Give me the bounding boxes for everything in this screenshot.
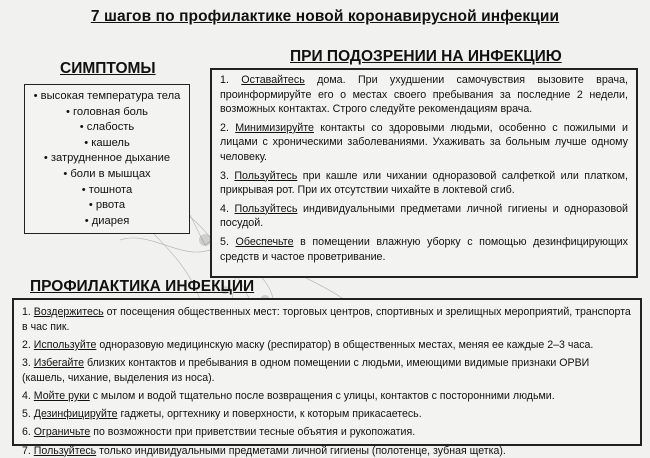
symptoms-box bbox=[24, 84, 190, 234]
item-text: при кашле или чихании одноразовой салфеткой или платком, прикрывая рот. При их отсутствии чихайте в локтевой сгиб. bbox=[220, 169, 628, 197]
prevention-item bbox=[22, 356, 632, 385]
item-verb: Дезинфицируйте bbox=[33, 408, 118, 421]
item-number: 5. bbox=[220, 235, 229, 248]
suspicion-box bbox=[210, 68, 638, 278]
item-verb: Используйте bbox=[33, 338, 97, 351]
symptom-item: • головная боль bbox=[66, 105, 148, 118]
symptoms-heading: СИМПТОМЫ bbox=[60, 60, 156, 77]
prevention-heading: ПРОФИЛАКТИКА ИНФЕКЦИИ bbox=[30, 278, 255, 295]
item-verb: Пользуйтесь bbox=[234, 202, 298, 215]
item-text: контакты со здоровыми людьми, особенно с пожилыми и лицами с хроническими заболеваниями. Ухаживать за больным лучше одному человеку. bbox=[220, 121, 628, 163]
item-number: 6. bbox=[22, 426, 31, 439]
item-verb: Пользуйтесь bbox=[234, 169, 298, 182]
item-verb: Мойте руки bbox=[33, 390, 90, 403]
item-text: только индивидуальными предметами личной гигиены (полотенце, зубная щетка). bbox=[96, 444, 506, 457]
symptom-item: • кашель bbox=[84, 136, 130, 149]
symptom-item: • боли в мышцах bbox=[63, 167, 151, 180]
item-verb: Минимизируйте bbox=[235, 121, 314, 134]
suspicion-item bbox=[220, 73, 628, 117]
item-verb: Обеспечьте bbox=[235, 235, 294, 248]
item-text: по возможности при приветствии тесные объятия и рукопожатия. bbox=[90, 426, 416, 439]
item-number: 4. bbox=[220, 202, 229, 215]
suspicion-item bbox=[220, 202, 628, 231]
item-verb: Пользуйтесь bbox=[33, 444, 97, 457]
suspicion-heading: ПРИ ПОДОЗРЕНИИ НА ИНФЕКЦИЮ bbox=[290, 48, 562, 65]
item-number: 7. bbox=[22, 444, 31, 457]
symptom-item: • тошнота bbox=[81, 183, 133, 196]
suspicion-item bbox=[220, 121, 628, 165]
item-text: от посещения общественных мест: торговых центров, спортивных и зрелищных мероприятий, транспорта в час пик. bbox=[22, 306, 631, 333]
item-text: дома. При ухудшении самочувствия вызовите врача, проинформируйте его о местах своего пребывания за последние 2 недели, возможных контактах. Строго следуйте рекомендациям врача. bbox=[220, 74, 628, 116]
prevention-item bbox=[22, 407, 632, 422]
item-verb: Ограничьте bbox=[33, 426, 91, 439]
item-text: с мылом и водой тщательно после возвращения с улицы, контактов с посторонними людьми. bbox=[89, 390, 555, 403]
item-number: 5. bbox=[22, 408, 31, 421]
symptom-item: • слабость bbox=[79, 121, 135, 134]
symptom-item: • диарея bbox=[84, 214, 130, 227]
item-verb: Воздержитесь bbox=[33, 306, 104, 318]
prevention-box bbox=[12, 298, 642, 457]
item-verb: Оставайтесь bbox=[241, 74, 305, 86]
item-text: одноразовую медицинскую маску (респиратор) в общественных местах, меняя ее каждые 2–3 часа. bbox=[96, 338, 594, 351]
symptom-item: • рвота bbox=[88, 199, 126, 212]
page-title: 7 шагов по профилактике новой коронавирусной инфекции bbox=[90, 8, 560, 25]
item-number: 3. bbox=[220, 169, 229, 182]
symptom-item: • затрудненное дыхание bbox=[43, 152, 171, 165]
item-number: 1. bbox=[220, 74, 229, 86]
symptom-item: • высокая температура тела bbox=[33, 90, 181, 102]
item-number: 1. bbox=[22, 306, 31, 318]
prevention-item bbox=[22, 425, 632, 440]
suspicion-item bbox=[220, 235, 628, 264]
item-number: 3. bbox=[22, 357, 31, 370]
suspicion-item bbox=[220, 169, 628, 198]
item-verb: Избегайте bbox=[33, 357, 85, 370]
item-text: гаджеты, оргтехнику и поверхности, к которым прикасаетесь. bbox=[117, 408, 422, 421]
item-text: близких контактов и пребывания в одном помещении с людьми, имеющими видимые признаки ОРВИ (кашель, чихание, выделения из носа). bbox=[22, 357, 590, 384]
item-number: 4. bbox=[22, 390, 31, 403]
item-number: 2. bbox=[220, 121, 229, 134]
prevention-item bbox=[22, 338, 632, 353]
item-text: индивидуальными предметами личной гигиены и одноразовой посудой. bbox=[220, 202, 628, 230]
item-text: в помещении влажную уборку с помощью дезинфицирующих средств и частое проветривание. bbox=[220, 235, 628, 263]
prevention-item bbox=[22, 389, 632, 404]
prevention-item bbox=[22, 305, 632, 334]
item-number: 2. bbox=[22, 338, 31, 351]
